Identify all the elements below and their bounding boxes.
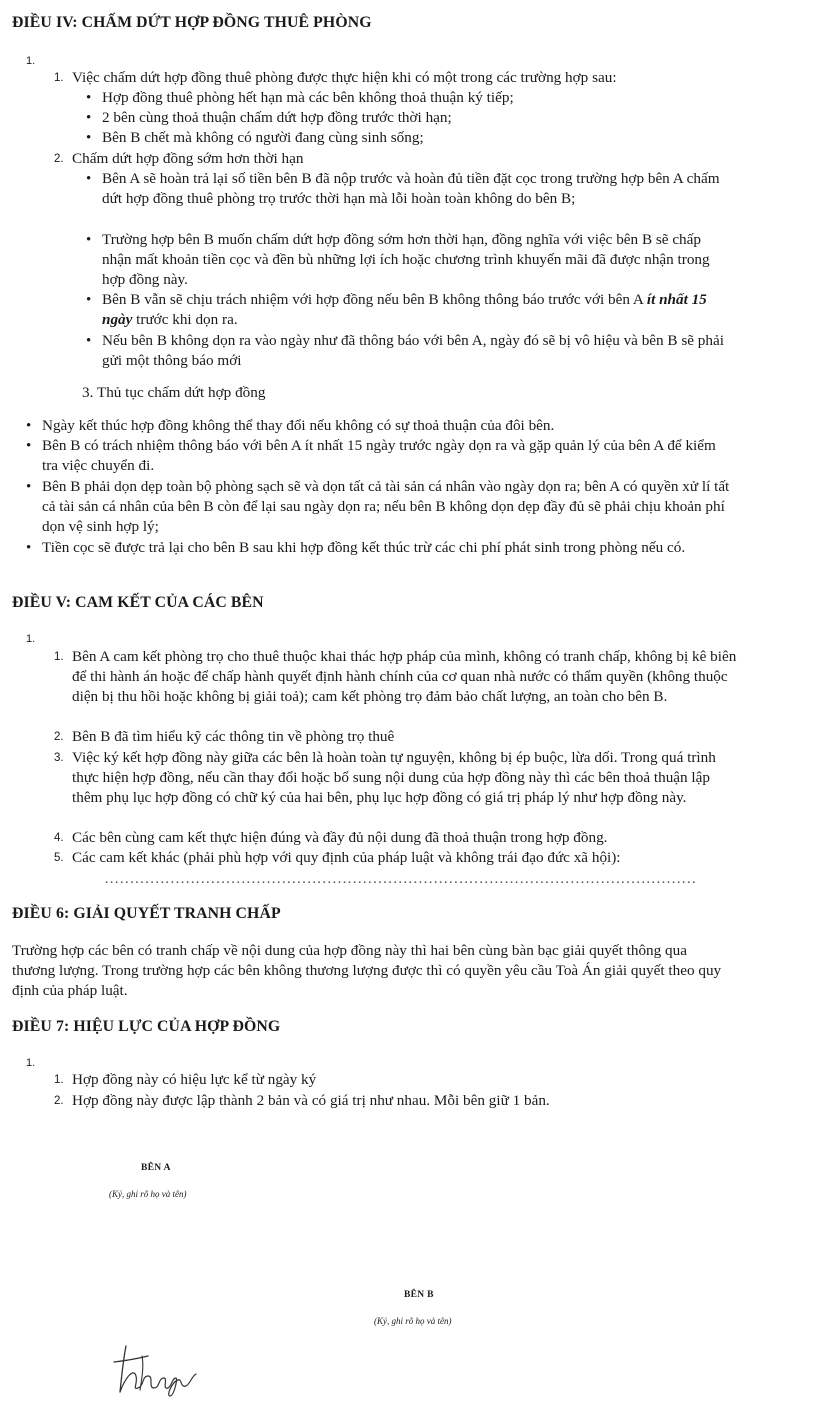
list-item-text: [102, 290, 726, 330]
list-item-text: Ngày kết thúc hợp đồng không thể thay đổi nếu không có sự thoả thuận của đôi bên.: [42, 417, 555, 434]
outer-list-marker: 1.: [26, 1057, 36, 1069]
list-item-text: Trường hợp bên B muốn chấm dứt hợp đồng sớm hơn thời hạn, đồng nghĩa với việc bên B sẽ chấp nhận mất khoản tiền cọc và đền bù những lợi ích hoặc chương trình khuyến mãi đã được nhận trong hợp đồng này.: [102, 231, 710, 288]
list-item-text: Việc ký kết hợp đồng này giữa các bên là hoàn toàn tự nguyện, không bị ép buộc, lừa dối. Trong quá trình thực hiện hợp đồng, nếu cần thay đổi hoặc bổ sung nội dung của hợp đồng này thì các bên thoả thuận lập thêm phụ lục hợp đồng có chữ ký của hai bên, phụ lục hợp đồng có giá trị pháp lý như hợp đồng này.: [72, 749, 716, 806]
article-7-heading: ĐIỀU 7: HIỆU LỰC CỦA HỢP ĐỒNG: [12, 1018, 281, 1035]
bullet-icon: •: [86, 333, 92, 349]
list-item-text: Bên A sẽ hoàn trả lại số tiền bên B đã nộp trước và hoàn đủ tiền đặt cọc trong trường hợp bên A chấm dứt hợp đồng thuê phòng trọ trước thời hạn mà lỗi hoàn toàn không do bên B;: [102, 170, 720, 207]
article-6-heading: ĐIỀU 6: GIẢI QUYẾT TRANH CHẤP: [12, 905, 281, 922]
list-item-text: Nếu bên B không dọn ra vào ngày như đã thông báo với bên A, ngày đó sẽ bị vô hiệu và bên B sẽ phải gửi một thông báo mới: [102, 332, 724, 369]
list-marker: 4.: [54, 832, 64, 844]
party-b-title: BÊN B: [404, 1290, 434, 1300]
article-4-item-3: 3. Thủ tục chấm dứt hợp đồng: [82, 384, 266, 401]
list-marker: 5.: [54, 852, 64, 864]
outer-list-marker: 1.: [26, 55, 36, 67]
bullet-icon: •: [26, 479, 32, 495]
list-marker: 1.: [54, 651, 64, 663]
bullet-icon: •: [86, 171, 92, 187]
list-item-text: Bên B chết mà không có người đang cùng sinh sống;: [102, 129, 424, 146]
handwritten-signature: [112, 1342, 202, 1398]
bullet-icon: •: [86, 110, 92, 126]
list-item-text: Tiền cọc sẽ được trả lại cho bên B sau khi hợp đồng kết thúc trừ các chi phí phát sinh trong phòng nếu có.: [42, 539, 686, 556]
list-item-text: Bên B đã tìm hiểu kỹ các thông tin về phòng trọ thuê: [72, 728, 395, 745]
article-4-heading: ĐIỀU IV: CHẤM DỨT HỢP ĐỒNG THUÊ PHÒNG: [12, 14, 372, 31]
text-segment: trước khi dọn ra.: [132, 311, 238, 328]
bullet-icon: •: [26, 418, 32, 434]
fill-in-dotted-line: ………………………………………………………………………………………………………: [104, 870, 697, 887]
list-item-text: Bên B có trách nhiệm thông báo với bên A ít nhất 15 ngày trước ngày dọn ra và gặp quản lý của bên A để kiểm tra việc chuyển đi.: [42, 437, 716, 474]
list-item-text: Bên B phải dọn dẹp toàn bộ phòng sạch sẽ và dọn tất cả tài sản cá nhân vào ngày dọn ra; bên A có quyền xử lí tất cả tài sản cá nhân của bên B còn để lại sau ngày dọn ra; nếu bên B không dọn dẹp đầy đủ sẽ phải chịu khoản phí dọn vệ sinh hợp lý;: [42, 478, 730, 535]
bullet-icon: •: [86, 232, 92, 248]
list-item-text: 2 bên cùng thoả thuận chấm dứt hợp đồng trước thời hạn;: [102, 109, 452, 126]
party-a-title: BÊN A: [141, 1163, 171, 1173]
article-6-paragraph: Trường hợp các bên có tranh chấp về nội dung của hợp đồng này thì hai bên cùng bàn bạc giải quyết thông qua thương lượng. Trong trường hợp các bên không thương lượng được thì có quyền yêu cầu Toà Án giải quyết theo quy định của pháp luật.: [12, 942, 722, 999]
emphasized-text: ít nhất 15 ngày: [102, 291, 707, 328]
bullet-icon: •: [86, 130, 92, 146]
list-marker: 3.: [54, 752, 64, 764]
list-item-text: Các cam kết khác (phải phù hợp với quy định của pháp luật và không trái đạo đức xã hội):: [72, 849, 621, 866]
article-5-heading: ĐIỀU V: CAM KẾT CỦA CÁC BÊN: [12, 594, 264, 611]
list-item-text: Các bên cùng cam kết thực hiện đúng và đầy đủ nội dung đã thoả thuận trong hợp đồng.: [72, 829, 608, 846]
list-marker: 1.: [54, 72, 64, 84]
list-item-text: Hợp đồng này có hiệu lực kể từ ngày ký: [72, 1071, 317, 1088]
bullet-icon: •: [86, 292, 92, 308]
outer-list-marker: 1.: [26, 633, 36, 645]
party-a-sign-note: (Ký, ghi rõ họ và tên): [109, 1189, 187, 1199]
bullet-icon: •: [26, 540, 32, 556]
list-marker: 1.: [54, 1074, 64, 1086]
list-marker: 2.: [54, 1095, 64, 1107]
party-b-sign-note: (Ký, ghi rõ họ và tên): [374, 1316, 452, 1326]
bullet-icon: •: [26, 438, 32, 454]
bullet-icon: •: [86, 90, 92, 106]
list-item-text: Hợp đồng thuê phòng hết hạn mà các bên không thoả thuận ký tiếp;: [102, 89, 514, 106]
list-item-text: Hợp đồng này được lập thành 2 bản và có giá trị như nhau. Mỗi bên giữ 1 bản.: [72, 1092, 550, 1109]
text-segment: Bên B vẫn sẽ chịu trách nhiệm với hợp đồng nếu bên B không thông báo trước với bên A: [102, 291, 647, 308]
list-item-text: Việc chấm dứt hợp đồng thuê phòng được thực hiện khi có một trong các trường hợp sau:: [72, 69, 617, 86]
list-item-text: Bên A cam kết phòng trọ cho thuê thuộc khai thác hợp pháp của mình, không có tranh chấp, không bị kê biên để thi hành án hoặc để chấp hành quyết định hành chính của cơ quan nhà nước có thẩm quyền (không thuộc diện bị thu hồi hoặc không bị giải toả); cam kết phòng trọ đảm bảo chất lượng, an toàn cho bên B.: [72, 648, 737, 705]
list-marker: 2.: [54, 153, 64, 165]
list-marker: 2.: [54, 731, 64, 743]
list-item-text: Chấm dứt hợp đồng sớm hơn thời hạn: [72, 150, 304, 167]
